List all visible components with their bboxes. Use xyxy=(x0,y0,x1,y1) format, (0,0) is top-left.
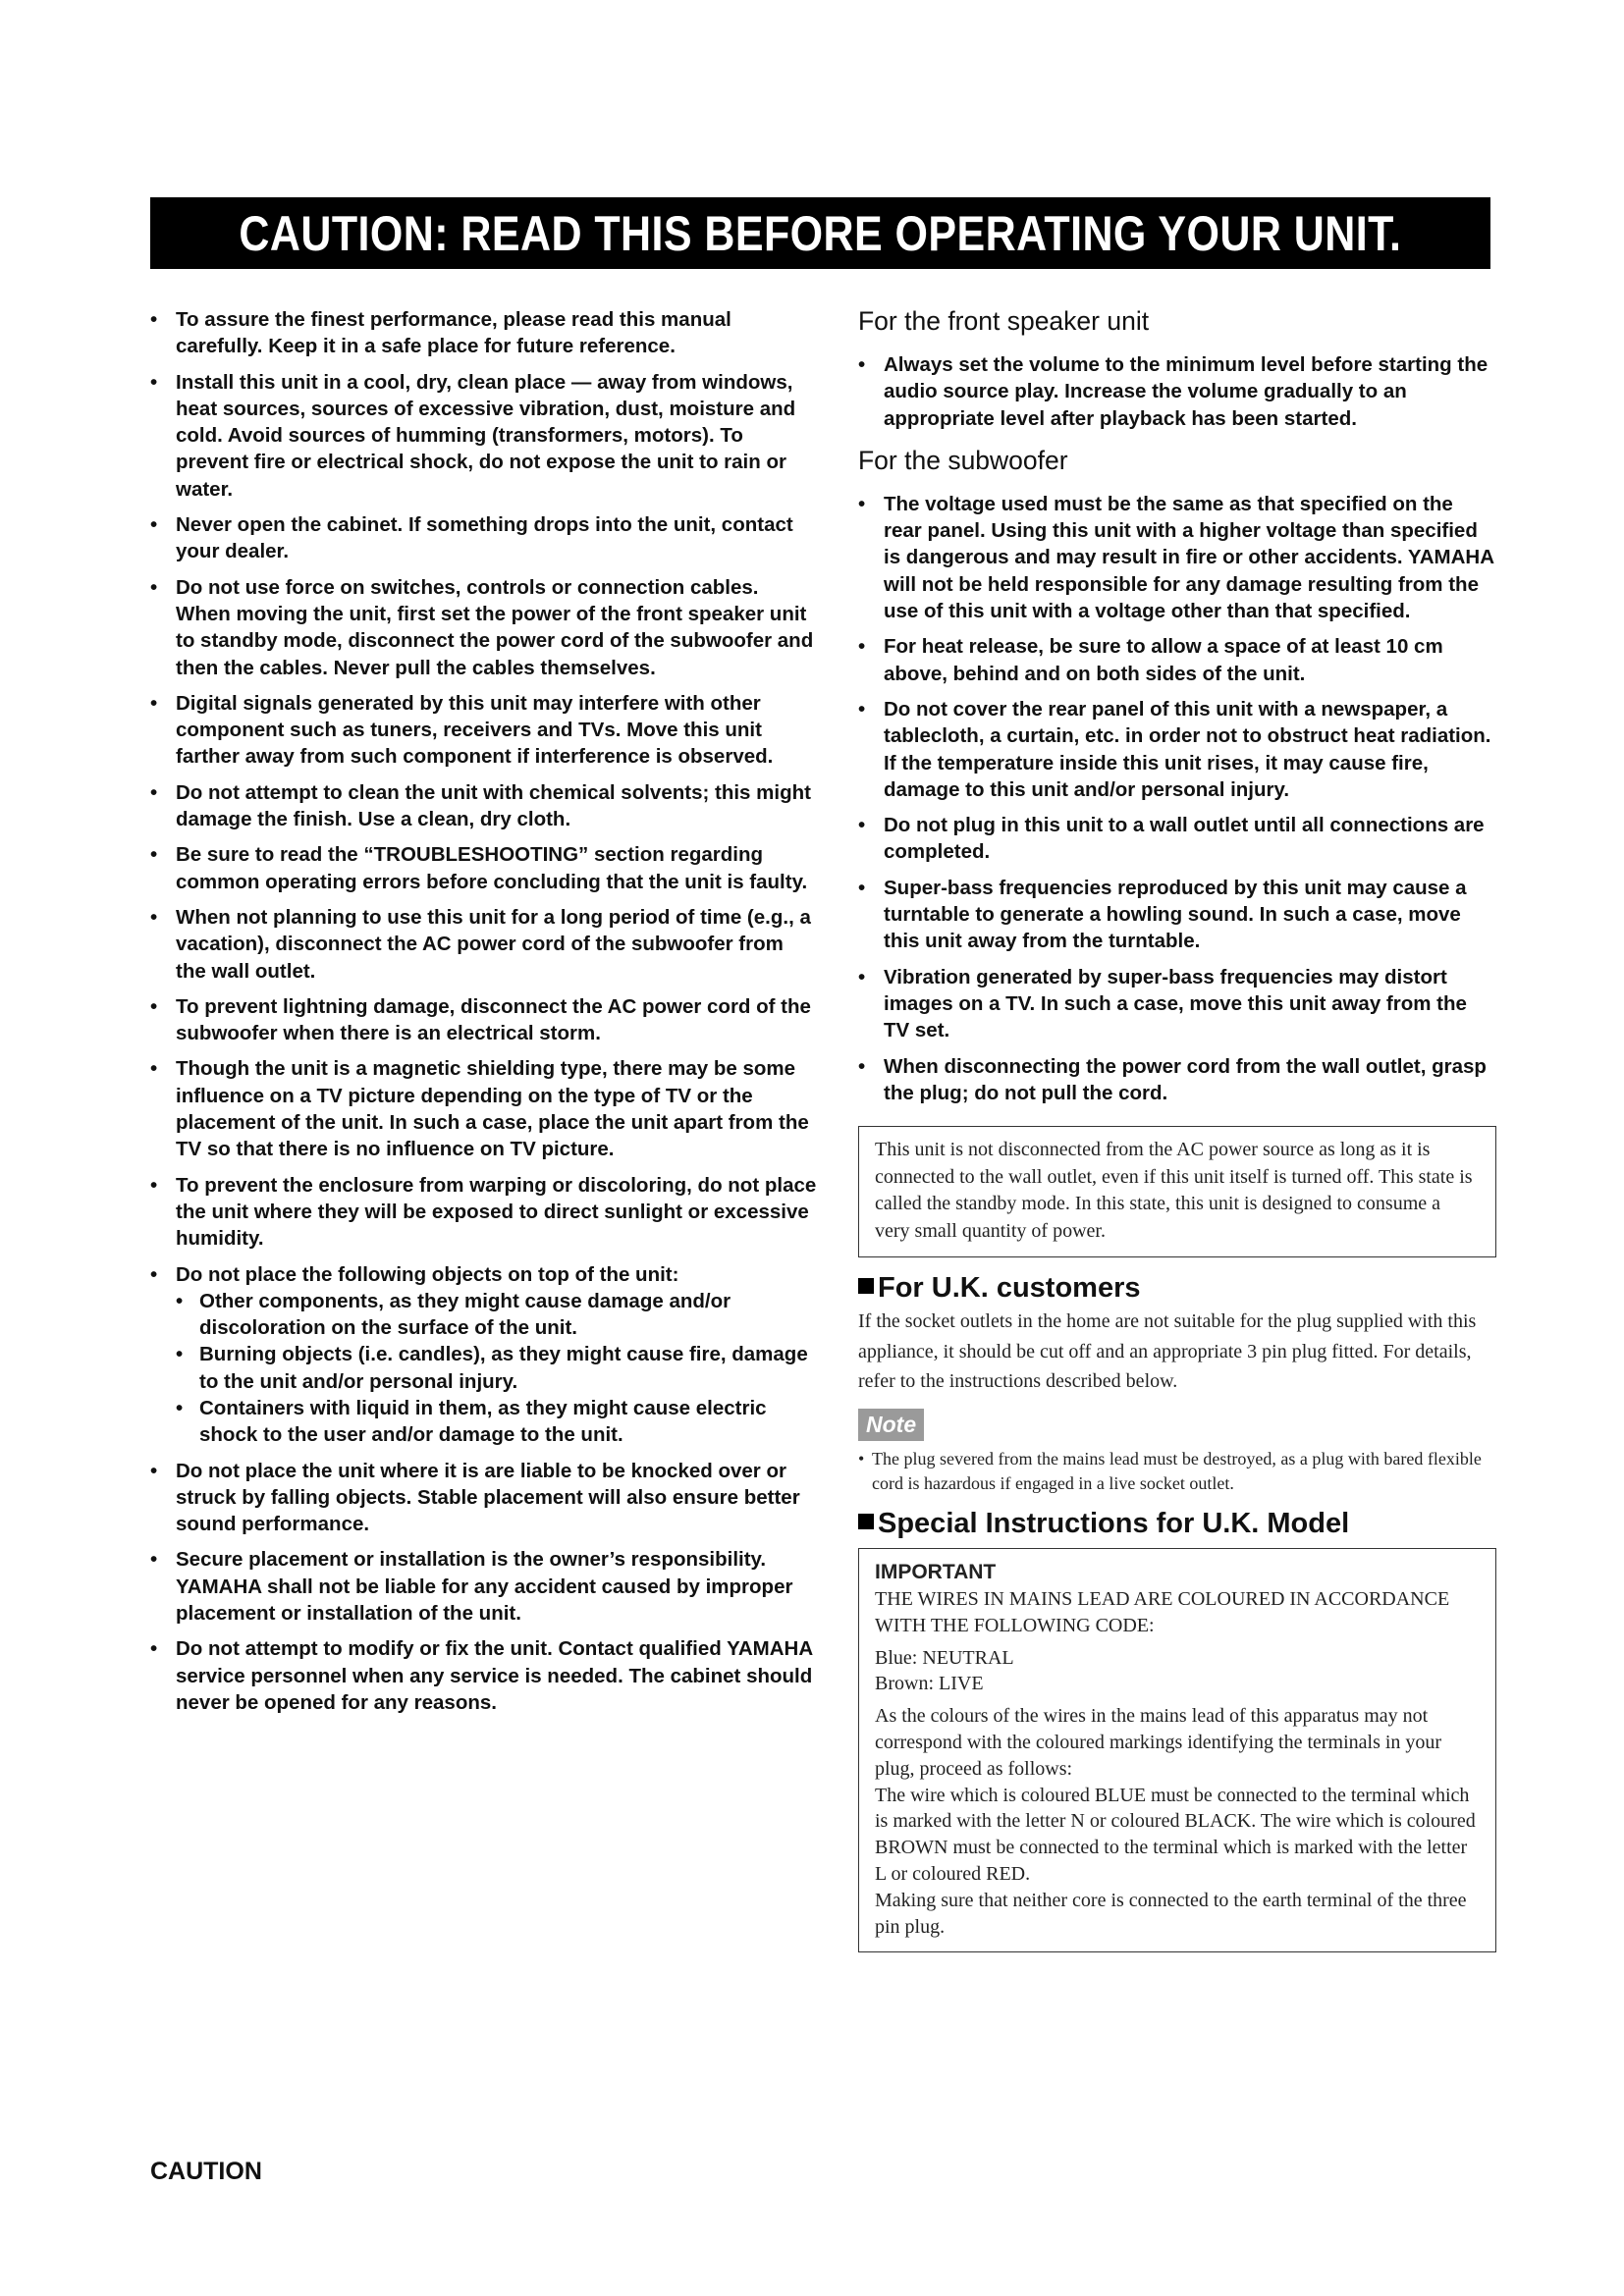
standby-notice-box xyxy=(858,1126,1496,1257)
list-item: • Never open the cabinet. If something drops into the unit, contact your dealer. xyxy=(150,511,818,565)
uk-model-heading: Special Instructions for U.K. Model xyxy=(858,1507,1496,1540)
note-text: • The plug severed from the mains lead must be destroyed, as a plug with bared flexible cord is hazardous if engaged in a live socket outlet. xyxy=(858,1447,1496,1497)
list-item: • Do not cover the rear panel of this unit with a newspaper, a tablecloth, a curtain, etc. in order not to obstruct heat radiation. If the temperature inside this unit rises, it may cause fire, damage to this unit and/or personal injury. xyxy=(858,696,1496,803)
wire-code-line: THE WIRES IN MAINS LEAD ARE COLOURED IN ACCORDANCE WITH THE FOLLOWING CODE: xyxy=(875,1588,1450,1636)
list-item: • Install this unit in a cool, dry, clean place — away from windows, heat sources, sources of excessive vibration, dust, moisture and cold. Avoid sources of humming (transformers, motors). To prevent fire or electrical shock, do not expose the unit to rain or water. xyxy=(150,369,818,503)
blue-neutral: Blue: NEUTRAL xyxy=(875,1646,1014,1669)
important-para-2: The wire which is coloured BLUE must be connected to the terminal which is marked with the letter N or coloured BLACK. The wire which is coloured BROWN must be connected to the terminal which is marked with the letter L or coloured RED. xyxy=(875,1784,1476,1885)
important-para-1: As the colours of the wires in the mains lead of this apparatus may not correspond with the coloured markings identifying the terminals in your plug, proceed as follows: xyxy=(875,1705,1442,1780)
banner-title: CAUTION: READ THIS BEFORE OPERATING YOUR UNIT. xyxy=(239,205,1402,261)
important-title: IMPORTANT xyxy=(875,1561,997,1584)
list-item: • Do not use force on switches, controls or connection cables. When moving the unit, first set the power of the front speaker unit to standby mode, disconnect the power cord of the subwoofer and then the cables. Never pull the cables themselves. xyxy=(150,574,818,681)
left-column xyxy=(150,306,818,1725)
list-item: • The voltage used must be the same as that specified on the rear panel. Using this unit with a higher voltage than specified is dangerous and may result in fire or other accidents. YAMAHA will not be held responsible for any damage resulting from the use of this unit with a voltage other than that specified. xyxy=(858,491,1496,624)
list-item: • To prevent the enclosure from warping or discoloring, do not place the unit where they will be exposed to direct sunlight or excessive humidity. xyxy=(150,1172,818,1253)
list-item: • When disconnecting the power cord from the wall outlet, grasp the plug; do not pull the cord. xyxy=(858,1053,1496,1107)
caution-banner xyxy=(150,197,1490,269)
objects-intro: • Do not place the following objects on top of the unit: xyxy=(176,1262,679,1286)
footer-caution-label: CAUTION xyxy=(150,2158,262,2185)
square-bullet-icon xyxy=(858,1514,874,1529)
subwoofer-heading: For the subwoofer xyxy=(858,445,1068,475)
subwoofer-list xyxy=(858,491,1496,1106)
list-item: • Vibration generated by super-bass frequencies may distort images on a TV. In such a case, move this unit away from the TV set. xyxy=(858,964,1496,1044)
list-item: • Be sure to read the “TROUBLESHOOTING” section regarding common operating errors before concluding that the unit is faulty. xyxy=(150,841,818,895)
list-item: • When not planning to use this unit for a long period of time (e.g., a vacation), disconnect the AC power cord of the subwoofer from the wall outlet. xyxy=(150,904,818,985)
list-item: • Though the unit is a magnetic shielding type, there may be some influence on a TV picture depending on the type of TV or the placement of the unit. In such a case, place the unit apart from the TV so that there is no influence on TV picture. xyxy=(150,1055,818,1162)
list-item: • Do not place the unit where it is are liable to be knocked over or struck by falling objects. Stable placement will also ensure better sound performance. xyxy=(150,1458,818,1538)
brown-live: Brown: LIVE xyxy=(875,1673,984,1695)
note-label: Note xyxy=(858,1409,924,1441)
list-item: • Do not attempt to modify or fix the unit. Contact qualified YAMAHA service personnel when any service is needed. The cabinet should never be opened for any reasons. xyxy=(150,1635,818,1716)
front-speaker-heading: For the front speaker unit xyxy=(858,306,1150,336)
square-bullet-icon xyxy=(858,1278,874,1294)
sub-list-item: • Other components, as they might cause damage and/or discoloration on the surface of the unit. xyxy=(176,1288,818,1342)
note-block xyxy=(858,1409,1496,1497)
important-box xyxy=(858,1548,1496,1952)
list-item: • Super-bass frequencies reproduced by this unit may cause a turntable to generate a howling sound. In such a case, move this unit away from the turntable. xyxy=(858,875,1496,955)
list-item: • For heat release, be sure to allow a space of at least 10 cm above, behind and on both sides of the unit. xyxy=(858,633,1496,687)
sub-list-item: • Containers with liquid in them, as they might cause electric shock to the user and/or damage to the unit. xyxy=(176,1395,818,1449)
list-item: • Always set the volume to the minimum level before starting the audio source play. Increase the volume gradually to an appropriate level after playback has been started. xyxy=(858,351,1496,432)
list-item: • Do not plug in this unit to a wall outlet until all connections are completed. xyxy=(858,812,1496,866)
list-item: • Digital signals generated by this unit may interfere with other component such as tuners, receivers and TVs. Move this unit farther away from such component if interference is observed. xyxy=(150,690,818,771)
objects-sublist xyxy=(176,1288,818,1449)
front-speaker-list xyxy=(858,351,1496,432)
list-item: • Do not attempt to clean the unit with chemical solvents; this might damage the finish. Use a clean, dry cloth. xyxy=(150,779,818,833)
right-column xyxy=(858,306,1496,1952)
list-item-objects xyxy=(150,1261,818,1449)
standby-notice-text: This unit is not disconnected from the AC power source as long as it is connected to the wall outlet, even if this unit itself is turned off. This state is called the standby mode. In this state, this unit is designed to consume a very small quantity of power. xyxy=(875,1139,1473,1242)
important-para-3: Making sure that neither core is connected to the earth terminal of the three pin plug. xyxy=(875,1889,1467,1938)
sub-list-item: • Burning objects (i.e. candles), as they might cause fire, damage to the unit and/or personal injury. xyxy=(176,1341,818,1395)
caution-list xyxy=(150,306,818,1716)
uk-customers-text: If the socket outlets in the home are not suitable for the plug supplied with this appliance, it should be cut off and an appropriate 3 pin plug fitted. For details, refer to the instructions described below. xyxy=(858,1310,1477,1393)
list-item: • To prevent lightning damage, disconnect the AC power cord of the subwoofer when there is an electrical storm. xyxy=(150,993,818,1047)
list-item: • To assure the finest performance, please read this manual carefully. Keep it in a safe place for future reference. xyxy=(150,306,818,360)
uk-customers-heading: For U.K. customers xyxy=(858,1271,1496,1305)
list-item: • Secure placement or installation is the owner’s responsibility. YAMAHA shall not be liable for any accident caused by improper placement or installation of the unit. xyxy=(150,1546,818,1627)
